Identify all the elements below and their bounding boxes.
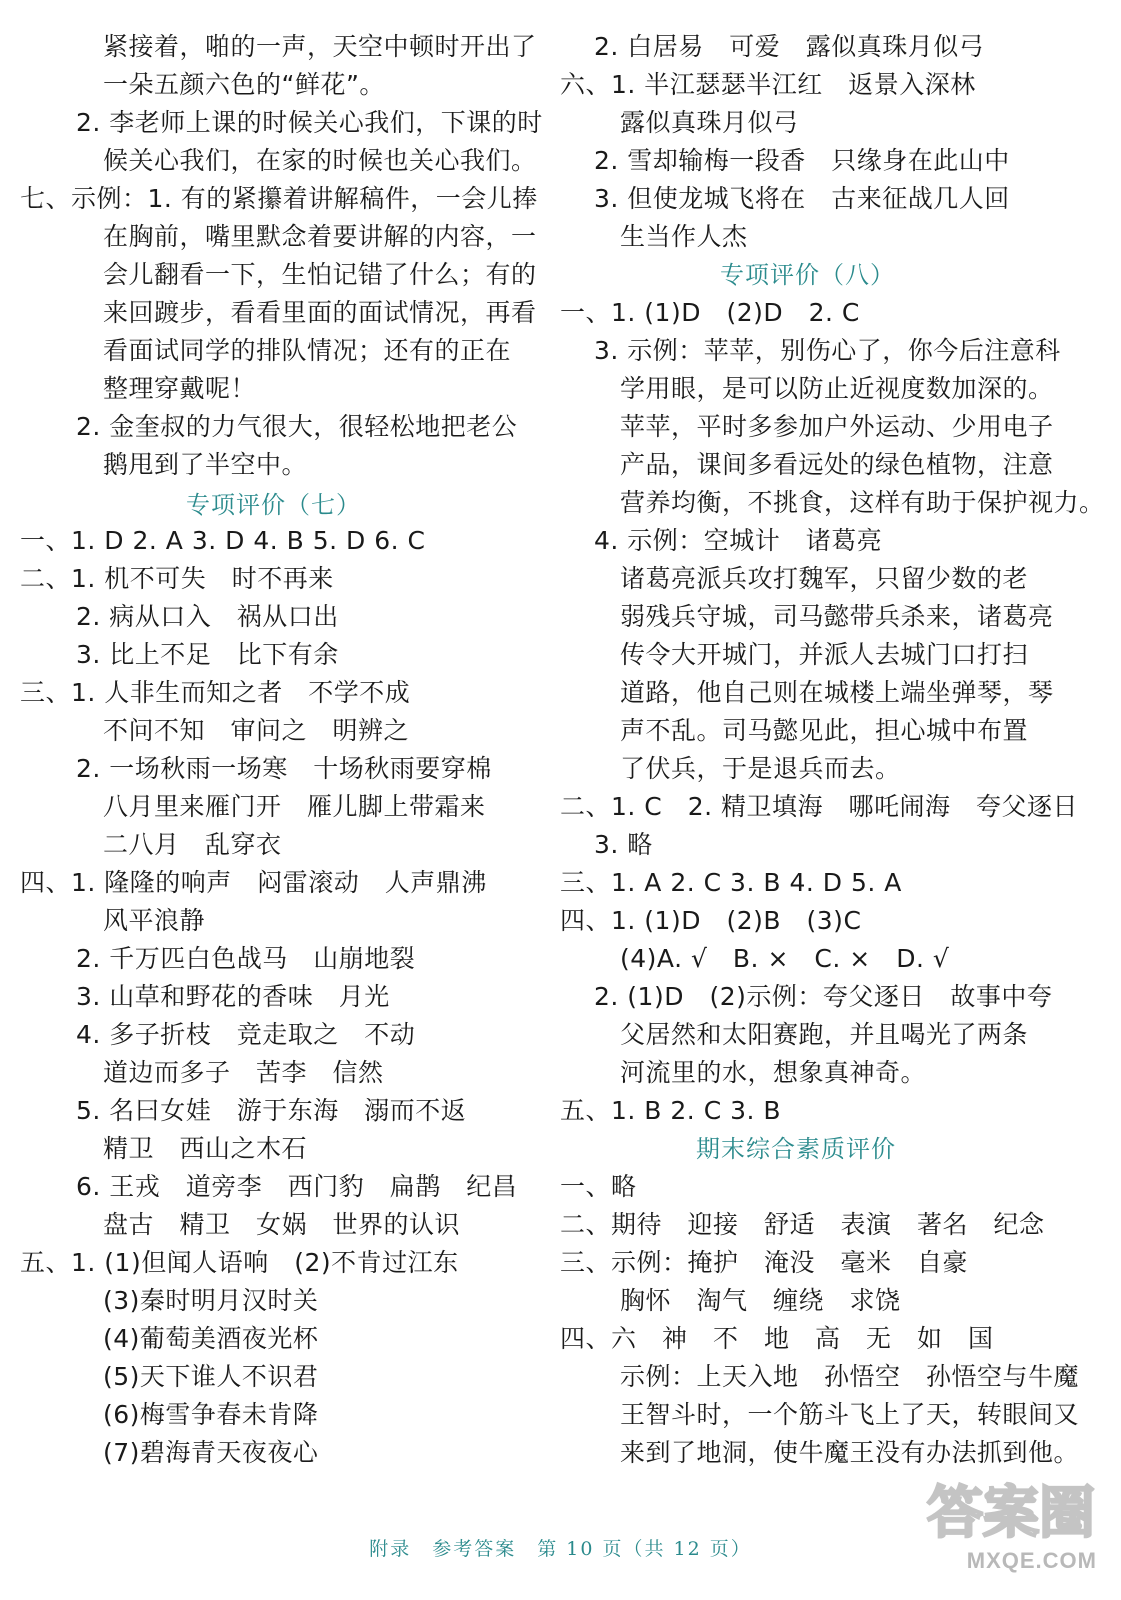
answer-line: 候关心我们，在家的时候也关心我们。 [103, 146, 537, 175]
answer-line: 露似真珠月似弓 [620, 108, 799, 137]
answer-line: 3. 示例：苹苹，别伤心了，你今后注意科 [594, 336, 1061, 365]
answer-line: 产品，课间多看远处的绿色植物，注意 [620, 450, 1054, 479]
answer-line: 在胸前，嘴里默念着要讲解的内容，一 [103, 222, 537, 251]
answer-line: 三、1. A 2. C 3. B 4. D 5. A [560, 868, 902, 897]
answer-line: (3)秦时明月汉时关 [103, 1286, 319, 1315]
answer-line: 五、1. B 2. C 3. B [560, 1096, 782, 1125]
answer-line: 传令大开城门，并派人去城门口打扫 [620, 640, 1029, 669]
answer-line: 三、示例：掩护 淹没 毫米 自豪 [560, 1248, 969, 1277]
answer-line: 3. 略 [594, 830, 653, 859]
answer-line: 父居然和太阳赛跑，并且喝光了两条 [620, 1020, 1029, 1049]
watermark-logo-icon [917, 1470, 1107, 1550]
answer-line: 一朵五颜六色的“鲜花”。 [103, 70, 385, 99]
answer-line: 弱残兵守城，司马懿带兵杀来，诸葛亮 [620, 602, 1054, 631]
answer-line: 2. (1)D (2)示例：夸父逐日 故事中夸 [594, 982, 1053, 1011]
answer-line: 6. 王戎 道旁李 西门豹 扁鹊 纪昌 [76, 1172, 518, 1201]
section-heading-eight: 专项评价（八） [720, 261, 895, 289]
answer-line: (6)梅雪争春未肯降 [103, 1400, 319, 1429]
answer-line: 不问不知 审问之 明辨之 [103, 716, 410, 745]
watermark-logo-text: 答案圈 [927, 1481, 1095, 1546]
answer-line: 3. 但使龙城飞将在 古来征战几人回 [594, 184, 1010, 213]
answer-line: 五、1. (1)但闻人语响 (2)不肯过江东 [20, 1248, 459, 1277]
answer-line: 六、1. 半江瑟瑟半江红 返景入深林 [560, 70, 976, 99]
answer-line: 4. 示例：空城计 诸葛亮 [594, 526, 883, 555]
answer-line: 七、示例：1. 有的紧攥着讲解稿件，一会儿捧 [20, 184, 538, 213]
answer-line: 王智斗时，一个筋斗飞上了天，转眼间又 [620, 1400, 1080, 1429]
answer-line: 胸怀 淘气 缠绕 求饶 [620, 1286, 901, 1315]
answer-line: 一、1. (1)D (2)D 2. C [560, 298, 860, 327]
answer-line: (4)葡萄美酒夜光杯 [103, 1324, 319, 1353]
answer-line: 二八月 乱穿衣 [103, 830, 282, 859]
answer-line: 四、1. 隆隆的响声 闷雷滚动 人声鼎沸 [20, 868, 487, 897]
answer-line: 风平浪静 [103, 906, 206, 935]
answer-line: 5. 名曰女娃 游于东海 溺而不返 [76, 1096, 467, 1125]
answer-line: 二、1. 机不可失 时不再来 [20, 564, 334, 593]
watermark-url: MXQE.COM [966, 1548, 1097, 1573]
answer-line: 会儿翻看一下，生怕记错了什么；有的 [103, 260, 537, 289]
answer-line: 苹苹，平时多参加户外运动、少用电子 [620, 412, 1054, 441]
answer-line: 2. 白居易 可爱 露似真珠月似弓 [594, 32, 985, 61]
answer-line: 学用眼，是可以防止近视度数加深的。 [620, 374, 1054, 403]
answer-line: 看面试同学的排队情况；还有的正在 [103, 336, 512, 365]
page-footer: 附录 参考答案 第 10 页（共 12 页） [369, 1538, 752, 1560]
answer-line: (7)碧海青天夜夜心 [103, 1438, 319, 1467]
answer-line: 生当作人杰 [620, 222, 748, 251]
answer-line: 一、略 [560, 1172, 637, 1201]
answer-line: 2. 千万匹白色战马 山崩地裂 [76, 944, 416, 973]
answer-line: 声不乱。司马懿见此，担心城中布置 [620, 716, 1029, 745]
answer-line: 三、1. 人非生而知之者 不学不成 [20, 678, 411, 707]
answer-line: 2. 病从口入 祸从口出 [76, 602, 339, 631]
section-heading-seven: 专项评价（七） [186, 491, 361, 519]
answer-line: 四、六 神 不 地 高 无 如 国 [560, 1324, 994, 1353]
answer-line: 二、1. C 2. 精卫填海 哪吒闹海 夸父逐日 [560, 792, 1079, 821]
answer-line: 来到了地洞，使牛魔王没有办法抓到他。 [620, 1438, 1080, 1467]
answer-line: 2. 金奎叔的力气很大，很轻松地把老公 [76, 412, 518, 441]
answer-line: (4)A. √ B. × C. × D. √ [620, 944, 950, 973]
answer-line: 精卫 西山之木石 [103, 1134, 308, 1163]
answer-line: 了伏兵，于是退兵而去。 [620, 754, 901, 783]
answer-line: 3. 比上不足 比下有余 [76, 640, 339, 669]
watermark-logo [917, 1470, 1107, 1590]
answer-line: 示例：上天入地 孙悟空 孙悟空与牛魔 [620, 1362, 1080, 1391]
answer-line: 河流里的水，想象真神奇。 [620, 1058, 927, 1087]
answer-line: 紧接着，啪的一声，天空中顿时开出了 [103, 32, 537, 61]
answer-line: 2. 一场秋雨一场寒 十场秋雨要穿棉 [76, 754, 492, 783]
answer-line: 4. 多子折枝 竞走取之 不动 [76, 1020, 416, 1049]
answer-line: 盘古 精卫 女娲 世界的认识 [103, 1210, 461, 1239]
answer-line: 营养均衡，不挑食，这样有助于保护视力。 [620, 488, 1105, 517]
answer-line: 鹅甩到了半空中。 [103, 450, 308, 479]
answer-line: 2. 李老师上课的时候关心我们，下课的时 [76, 108, 543, 137]
answer-line: 诸葛亮派兵攻打魏军，只留少数的老 [620, 564, 1029, 593]
answer-line: (5)天下谁人不识君 [103, 1362, 319, 1391]
answer-line: 二、期待 迎接 舒适 表演 著名 纪念 [560, 1210, 1045, 1239]
answer-line: 四、1. (1)D (2)B (3)C [560, 906, 862, 935]
answer-line: 来回踱步，看看里面的面试情况，再看 [103, 298, 537, 327]
answer-line: 八月里来雁门开 雁儿脚上带霜来 [103, 792, 486, 821]
answer-line: 3. 山草和野花的香味 月光 [76, 982, 390, 1011]
answer-line: 道边而多子 苦李 信然 [103, 1058, 384, 1087]
answer-line: 整理穿戴呢！ [103, 374, 257, 403]
answer-line: 一、1. D 2. A 3. D 4. B 5. D 6. C [20, 526, 426, 555]
answer-line: 2. 雪却输梅一段香 只缘身在此山中 [594, 146, 1010, 175]
answer-line: 道路，他自己则在城楼上端坐弹琴，琴 [620, 678, 1054, 707]
section-heading-final: 期末综合素质评价 [696, 1135, 896, 1163]
